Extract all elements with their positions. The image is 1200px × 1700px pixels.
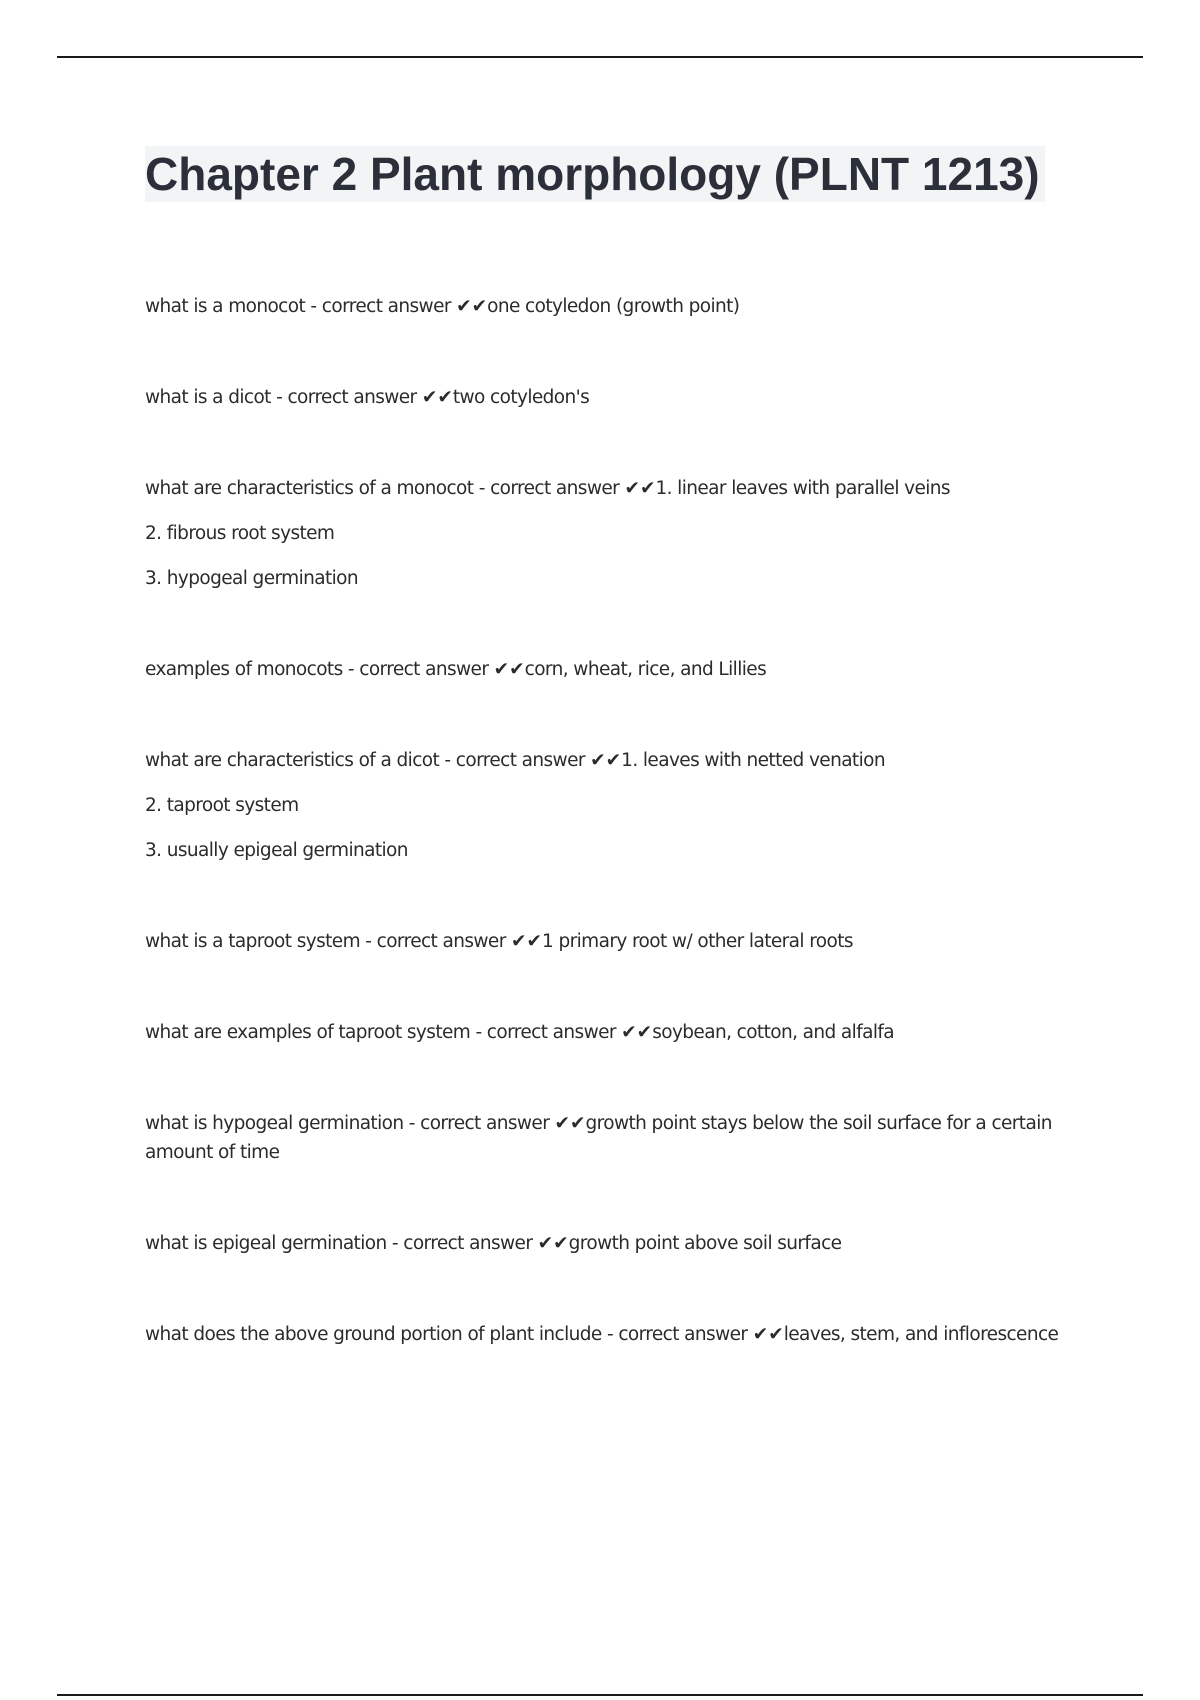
qa-list <box>145 292 1095 1411</box>
checkmark-icon: ✔✔ <box>421 387 453 408</box>
qa-item <box>145 292 1095 321</box>
question-text: what is a taproot system <box>145 931 360 952</box>
qa-item <box>145 474 1095 593</box>
checkmark-icon: ✔✔ <box>554 1113 586 1134</box>
answer-text: leaves, stem, and inflorescence <box>783 1324 1059 1345</box>
checkmark-icon: ✔✔ <box>537 1233 569 1254</box>
answer-text: one cotyledon (growth point) <box>487 296 740 317</box>
answer-separator: - correct answer <box>473 478 625 499</box>
qa-line <box>145 655 1095 684</box>
qa-item <box>145 1320 1095 1349</box>
answer-separator: - correct answer <box>270 387 422 408</box>
answer-text: 1. linear leaves with parallel veins <box>655 478 950 499</box>
answer-text: growth point stays below the soil surface for a certain amount of time <box>145 1113 1052 1163</box>
question-text: what is hypogeal germination <box>145 1113 404 1134</box>
checkmark-icon: ✔✔ <box>590 750 622 771</box>
qa-line <box>145 746 1095 775</box>
top-rule <box>57 56 1143 58</box>
question-text: what is a dicot <box>145 387 271 408</box>
answer-continuation: 2. taproot system <box>145 795 299 816</box>
answer-separator: - correct answer <box>439 750 591 771</box>
checkmark-icon: ✔✔ <box>752 1324 784 1345</box>
question-text: examples of monocots <box>145 659 343 680</box>
answer-text: corn, wheat, rice, and Lillies <box>524 659 767 680</box>
answer-separator: - correct answer <box>386 1233 538 1254</box>
answer-continuation: 3. hypogeal germination <box>145 568 359 589</box>
qa-line <box>145 292 1095 321</box>
page-title: Chapter 2 Plant morphology (PLNT 1213) <box>145 146 1045 202</box>
answer-separator: - correct answer <box>601 1324 753 1345</box>
question-text: what are characteristics of a dicot <box>145 750 440 771</box>
answer-separator: - correct answer <box>342 659 494 680</box>
qa-line <box>145 1109 1095 1167</box>
question-text: what is a monocot <box>145 296 306 317</box>
qa-item <box>145 1109 1095 1167</box>
answer-text: 1. leaves with netted venation <box>621 750 885 771</box>
checkmark-icon: ✔✔ <box>493 659 525 680</box>
qa-line <box>145 383 1095 412</box>
question-text: what is epigeal germination <box>145 1233 387 1254</box>
question-text: what are characteristics of a monocot <box>145 478 474 499</box>
qa-item <box>145 746 1095 865</box>
question-text: what does the above ground portion of plant include <box>145 1324 602 1345</box>
answer-continuation: 2. fibrous root system <box>145 523 335 544</box>
qa-item <box>145 1018 1095 1047</box>
checkmark-icon: ✔✔ <box>624 478 656 499</box>
answer-separator: - correct answer <box>305 296 457 317</box>
bottom-rule <box>57 1694 1143 1696</box>
answer-text: soybean, cotton, and alfalfa <box>652 1022 895 1043</box>
checkmark-icon: ✔✔ <box>456 296 488 317</box>
qa-line <box>145 474 1095 503</box>
qa-item <box>145 655 1095 684</box>
qa-line <box>145 1320 1095 1349</box>
qa-item <box>145 383 1095 412</box>
answer-separator: - correct answer <box>360 931 511 952</box>
answer-continuation: 3. usually epigeal germination <box>145 840 408 861</box>
qa-item <box>145 1229 1095 1258</box>
question-text: what are examples of taproot system <box>145 1022 471 1043</box>
answer-separator: - correct answer <box>470 1022 622 1043</box>
qa-line <box>145 927 1095 956</box>
qa-line <box>145 1018 1095 1047</box>
qa-item <box>145 927 1095 956</box>
checkmark-icon: ✔✔ <box>511 931 543 952</box>
qa-line <box>145 1229 1095 1258</box>
answer-text: 1 primary root w/ other lateral roots <box>542 931 853 952</box>
answer-text: growth point above soil surface <box>568 1233 842 1254</box>
answer-text: two cotyledon's <box>452 387 590 408</box>
answer-separator: - correct answer <box>403 1113 555 1134</box>
checkmark-icon: ✔✔ <box>621 1022 653 1043</box>
